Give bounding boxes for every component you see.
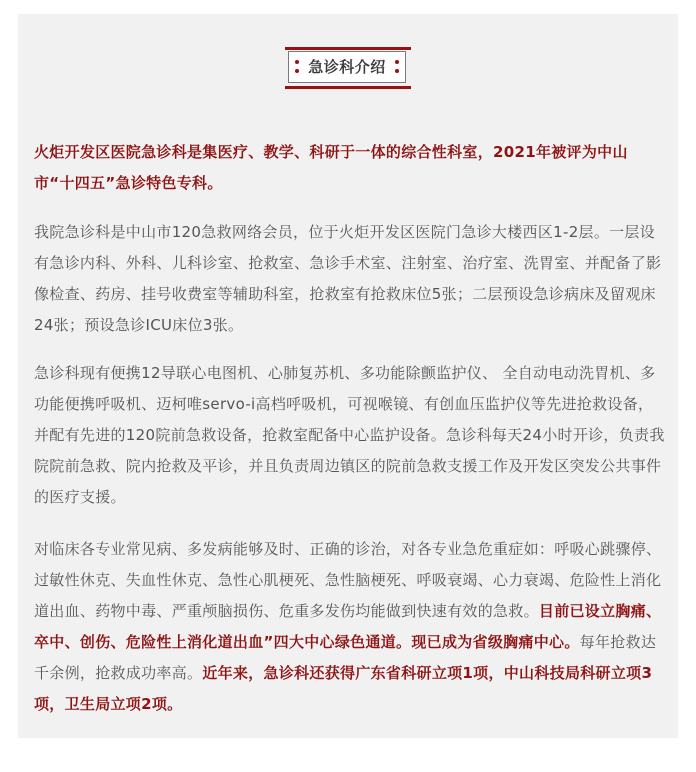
intro-lead: 火炬开发区医院急诊科是集医疗、教学、科研于一体的综合性科室，2021年被评为中山市“十四五”急诊特色专科。 — [34, 143, 628, 192]
title-frame — [288, 51, 406, 83]
capabilities-text: 对临床各专业常见病、多发病能够及时、正确的诊治，对各专业急危重症如：呼吸心跳骤停、过敏性休克、失血性休克、急性心肌梗死、急性脑梗死、呼吸衰竭、心力衰竭、危险性上消化道出血、药物中毒、严重颅脑损伤、危重多发伤均能做到快速有效的急救。 — [34, 540, 662, 620]
research-highlight: 近年来，急诊科还获得广东省科研立项1项，中山科技局科研立项3项，卫生局立项2项。 — [34, 664, 653, 713]
rescue-stats-text: 每年抢救达千余例，抢救成功率高。 — [34, 633, 657, 682]
content-card — [18, 14, 678, 738]
page-title: 急诊科介绍 — [308, 58, 386, 76]
title-top-rule — [285, 47, 411, 50]
paragraph-equipment-services: 急诊科现有便携12导联心电图机、心肺复苏机、多功能除颤监护仪、 全自动电动洗胃机、多功能便携呼吸机、迈柯唯servo-i高档呼吸机，可视喉镜、有创血压监护仪等先进抢救设备，并配有先进的120院前急救设备，抢救室配备中心监护设备。急诊科每天24小时开诊，负责我院院前急救、院内抢救及平诊，并且负责周边镇区的院前急救支援工作及开发区突发公共事件的医疗支援。 — [34, 364, 665, 506]
title-bottom-rule — [285, 86, 411, 89]
section-title-badge — [285, 47, 411, 89]
paragraph-location-facilities: 我院急诊科是中山市120急救网络会员，位于火炬开发区医院门急诊大楼西区1-2层。一层设有急诊内科、外科、儿科诊室、抢救室、急诊手术室、注射室、治疗室、洗胃室、并配备了影像检查、药房、挂号收费室等辅助科室，抢救室有抢救床位5张；二层预设急诊病床及留观床24张；预设急诊ICU床位3张。 — [34, 223, 662, 334]
paragraph-capabilities — [34, 534, 668, 720]
green-channel-highlight: 目前已设立胸痛、卒中、创伤、危险性上消化道出血”四大中心绿色通道。现已成为省级胸痛中心。 — [34, 602, 662, 651]
